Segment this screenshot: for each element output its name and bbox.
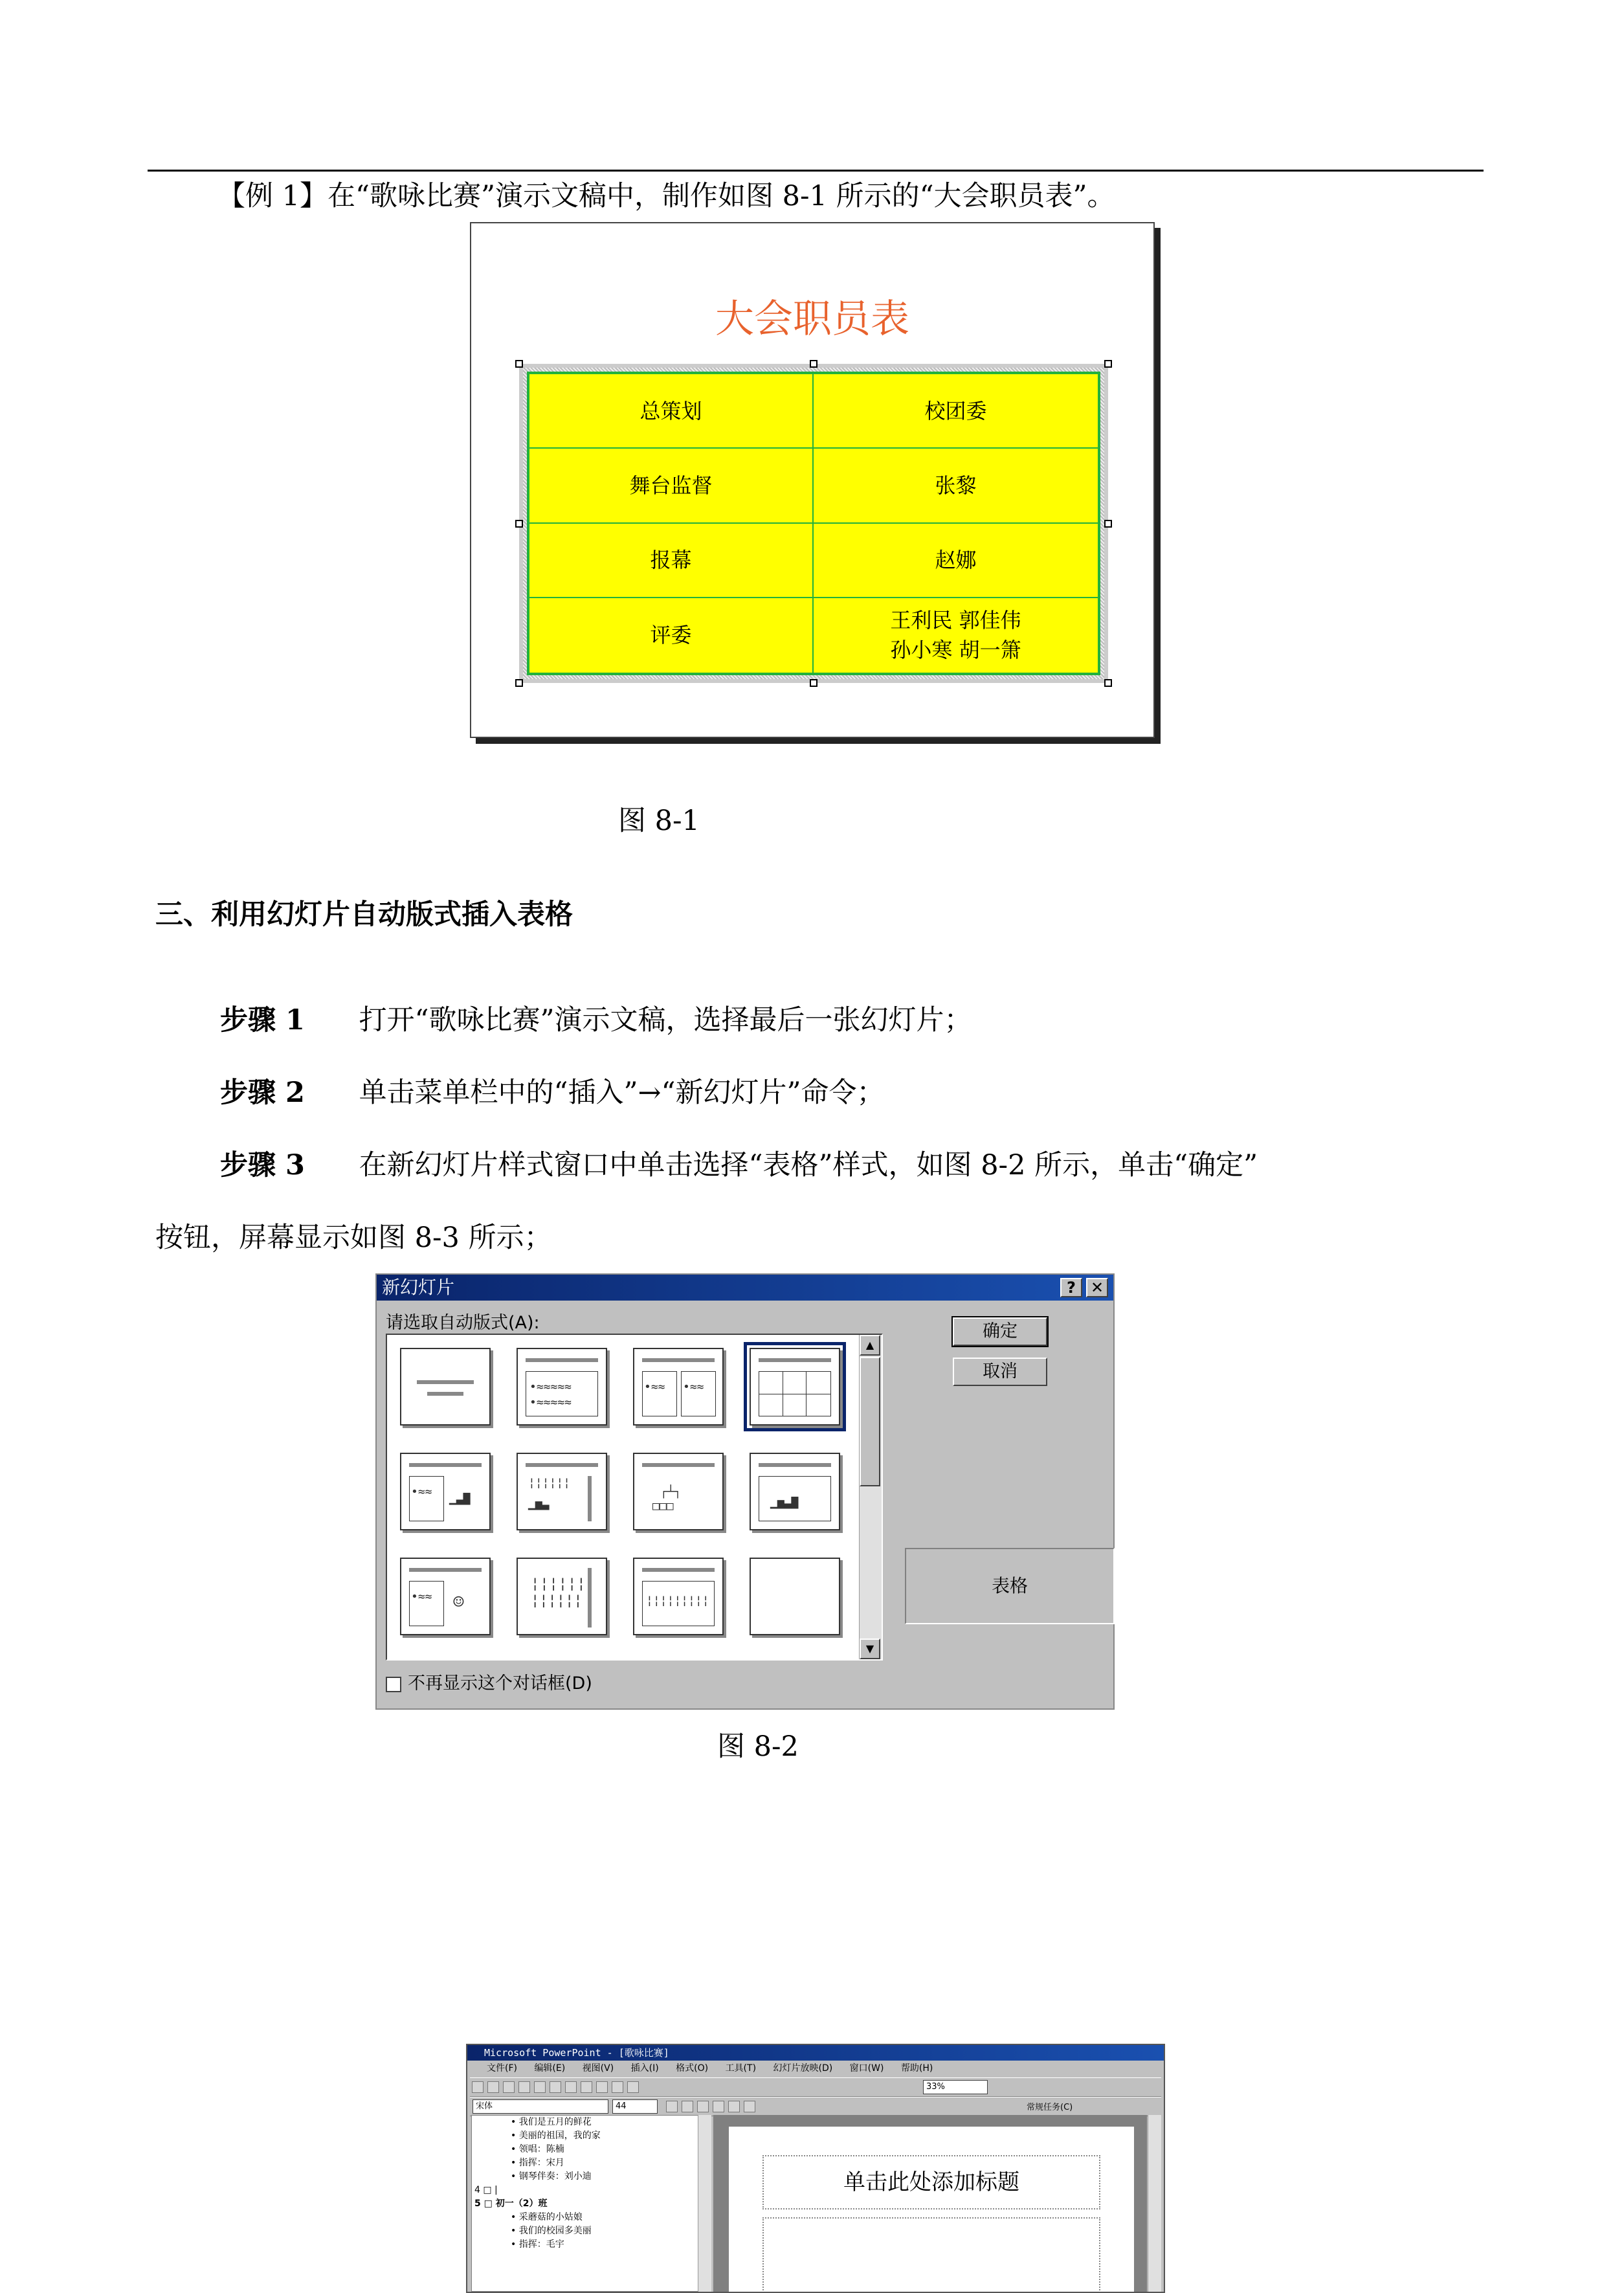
menu-bar bbox=[467, 2061, 1164, 2076]
header-rule bbox=[148, 170, 1484, 172]
align-right-icon[interactable] bbox=[744, 2101, 755, 2112]
menu-format[interactable]: 格式(O) bbox=[676, 2063, 709, 2074]
outline-pane[interactable] bbox=[471, 2115, 699, 2292]
insert-chart-icon[interactable] bbox=[627, 2081, 639, 2093]
cut-icon[interactable] bbox=[534, 2081, 546, 2093]
staff-table bbox=[527, 372, 1100, 675]
window-title: Microsoft PowerPoint - [歌咏比赛] bbox=[467, 2045, 1164, 2061]
table-cell: 校团委 bbox=[814, 374, 1098, 449]
copy-icon[interactable] bbox=[550, 2081, 561, 2093]
title-placeholder[interactable]: 单击此处添加标题 bbox=[762, 2155, 1100, 2209]
resize-handle[interactable] bbox=[1104, 679, 1112, 687]
outline-item: • 美丽的祖国，我的家 bbox=[511, 2131, 601, 2141]
outline-item: • 我们是五月的鲜花 bbox=[511, 2117, 592, 2127]
resize-handle[interactable] bbox=[810, 360, 818, 368]
layout-chart[interactable]: ▁▅▃▇ bbox=[750, 1453, 840, 1530]
ok-button[interactable]: 确定 bbox=[953, 1317, 1047, 1346]
scroll-thumb[interactable] bbox=[860, 1357, 880, 1486]
insert-table-icon[interactable] bbox=[612, 2081, 623, 2093]
figure-caption: 图 8-1 bbox=[618, 805, 700, 837]
save-icon[interactable] bbox=[503, 2081, 515, 2093]
resize-handle[interactable] bbox=[810, 679, 818, 687]
table-cell: 评委 bbox=[529, 598, 814, 673]
zoom-select[interactable]: 33% bbox=[923, 2080, 988, 2094]
outline-item: • 钢琴伴奏：刘小迪 bbox=[511, 2171, 592, 2182]
menu-insert[interactable]: 插入(I) bbox=[630, 2063, 659, 2074]
outline-item: • 指挥：宋月 bbox=[511, 2158, 564, 2168]
align-left-icon[interactable] bbox=[713, 2101, 724, 2112]
outline-slide[interactable]: 4 □ | bbox=[474, 2185, 498, 2195]
table-cell: 报幕 bbox=[529, 524, 814, 598]
step-label: 步骤 1 bbox=[220, 1004, 305, 1036]
checkbox-label: 不再显示这个对话框(D) bbox=[408, 1673, 592, 1694]
section-heading: 三、利用幻灯片自动版式插入表格 bbox=[155, 899, 573, 931]
resize-handle[interactable] bbox=[1104, 520, 1112, 528]
layout-preview-label: 表格 bbox=[905, 1548, 1115, 1624]
bold-icon[interactable] bbox=[666, 2101, 678, 2112]
step-3-continued: 按钮，屏幕显示如图 8-3 所示； bbox=[155, 1222, 552, 1254]
dont-show-checkbox[interactable] bbox=[386, 1671, 592, 1697]
step-label: 步骤 2 bbox=[220, 1077, 305, 1109]
layout-prompt: 请选取自动版式(A): bbox=[386, 1313, 540, 1333]
table-frame bbox=[519, 364, 1108, 683]
menu-window[interactable]: 窗口(W) bbox=[849, 2063, 884, 2074]
font-size-select[interactable]: 44 bbox=[612, 2099, 658, 2114]
layout-text-and-chart[interactable]: •≈≈ ▁▃▇ bbox=[400, 1453, 491, 1530]
step-2 bbox=[220, 1075, 885, 1111]
new-slide-dialog bbox=[375, 1273, 1115, 1710]
step-text: 打开“歌咏比赛”演示文稿，选择最后一张幻灯片； bbox=[359, 1004, 972, 1036]
outline-scrollbar[interactable] bbox=[698, 2115, 711, 2292]
new-icon[interactable] bbox=[472, 2081, 484, 2093]
help-button[interactable]: ? bbox=[1060, 1278, 1082, 1297]
table-placeholder[interactable] bbox=[762, 2217, 1100, 2293]
resize-handle[interactable] bbox=[1104, 360, 1112, 368]
outline-item: • 我们的校园多美丽 bbox=[511, 2226, 592, 2236]
menu-slideshow[interactable]: 幻灯片放映(D) bbox=[773, 2063, 833, 2074]
table-cell: 总策划 bbox=[529, 374, 814, 449]
layout-table[interactable] bbox=[750, 1348, 840, 1426]
paste-icon[interactable] bbox=[565, 2081, 577, 2093]
step-text: 在新幻灯片样式窗口中单击选择“表格”样式，如图 8-2 所示，单击“确定” bbox=[359, 1149, 1258, 1181]
dialog-title: 新幻灯片 bbox=[377, 1275, 1113, 1301]
font-select[interactable]: 宋体 bbox=[473, 2099, 608, 2114]
layout-vertical-title-text[interactable]: ¦¦¦¦¦¦¦¦¦ bbox=[633, 1558, 724, 1635]
scroll-down-button[interactable]: ▼ bbox=[860, 1639, 880, 1659]
resize-handle[interactable] bbox=[515, 520, 523, 528]
open-icon[interactable] bbox=[487, 2081, 499, 2093]
resize-handle[interactable] bbox=[515, 360, 523, 368]
menu-edit[interactable]: 编辑(E) bbox=[534, 2063, 566, 2074]
table-cell: 张黎 bbox=[814, 449, 1098, 523]
redo-icon[interactable] bbox=[596, 2081, 608, 2093]
scroll-up-button[interactable]: ▲ bbox=[860, 1335, 880, 1356]
gallery-scrollbar[interactable] bbox=[859, 1335, 882, 1659]
checkbox-icon[interactable] bbox=[386, 1677, 401, 1692]
undo-icon[interactable] bbox=[581, 2081, 592, 2093]
powerpoint-window bbox=[466, 2044, 1165, 2293]
step-1 bbox=[220, 1002, 972, 1038]
figure-8-1-slide bbox=[470, 222, 1155, 738]
slide-title: 大会职员表 bbox=[715, 296, 909, 342]
slide-canvas bbox=[729, 2127, 1134, 2293]
resize-handle[interactable] bbox=[515, 679, 523, 687]
standard-toolbar bbox=[470, 2077, 1161, 2097]
table-cell: 赵娜 bbox=[814, 524, 1098, 598]
layout-title-slide[interactable] bbox=[400, 1348, 491, 1426]
underline-icon[interactable] bbox=[697, 2101, 709, 2112]
step-text: 单击菜单栏中的“插入”→“新幻灯片”命令； bbox=[359, 1077, 885, 1109]
menu-help[interactable]: 帮助(H) bbox=[900, 2063, 933, 2074]
table-cell: 舞台监督 bbox=[529, 449, 814, 523]
menu-file[interactable]: 文件(F) bbox=[487, 2063, 517, 2074]
layout-vertical-text[interactable]: ¦¦¦¦¦¦ ¦¦¦¦¦¦ bbox=[517, 1558, 607, 1635]
menu-view[interactable]: 视图(V) bbox=[582, 2063, 614, 2074]
cancel-button[interactable]: 取消 bbox=[953, 1358, 1047, 1386]
step-label: 步骤 3 bbox=[220, 1149, 305, 1181]
print-icon[interactable] bbox=[518, 2081, 530, 2093]
figure-caption: 图 8-2 bbox=[717, 1730, 799, 1763]
outline-item: • 采蘑菇的小姑娘 bbox=[511, 2212, 583, 2222]
example-text: 【例 1】在“歌咏比赛”演示文稿中，制作如图 8-1 所示的“大会职员表”。 bbox=[217, 180, 1115, 212]
layout-text-and-clip-art[interactable]: •≈≈ ☺ bbox=[400, 1558, 491, 1635]
layout-org-chart[interactable]: ┌┴┐ □□□ bbox=[633, 1453, 724, 1530]
layout-bulleted-list[interactable]: •≈≈≈≈≈ •≈≈≈≈≈ bbox=[517, 1348, 607, 1426]
layout-blank[interactable] bbox=[750, 1558, 840, 1635]
align-center-icon[interactable] bbox=[728, 2101, 740, 2112]
layout-chart-and-text[interactable]: ¦¦¦¦¦¦ ▁▅▃ bbox=[517, 1453, 607, 1530]
common-tasks-button[interactable]: 常规任务(C) bbox=[1027, 2103, 1073, 2112]
format-toolbar bbox=[470, 2097, 1161, 2116]
close-button[interactable]: ✕ bbox=[1086, 1278, 1108, 1297]
outline-slide[interactable]: 5 □ 初一（2）班 bbox=[474, 2198, 548, 2209]
outline-item: • 指挥：毛宇 bbox=[511, 2239, 564, 2250]
menu-tools[interactable]: 工具(T) bbox=[725, 2063, 757, 2074]
step-3 bbox=[220, 1147, 1258, 1183]
slide-scrollbar[interactable] bbox=[1148, 2115, 1161, 2292]
table-cell: 王利民 郭佳伟 孙小寒 胡一箫 bbox=[890, 608, 1021, 663]
layout-gallery bbox=[386, 1334, 883, 1661]
italic-icon[interactable] bbox=[682, 2101, 693, 2112]
layout-two-column-text[interactable]: •≈≈ •≈≈ bbox=[633, 1348, 724, 1426]
outline-item: • 领唱：陈楠 bbox=[511, 2144, 564, 2154]
slide-pane bbox=[713, 2115, 1147, 2292]
